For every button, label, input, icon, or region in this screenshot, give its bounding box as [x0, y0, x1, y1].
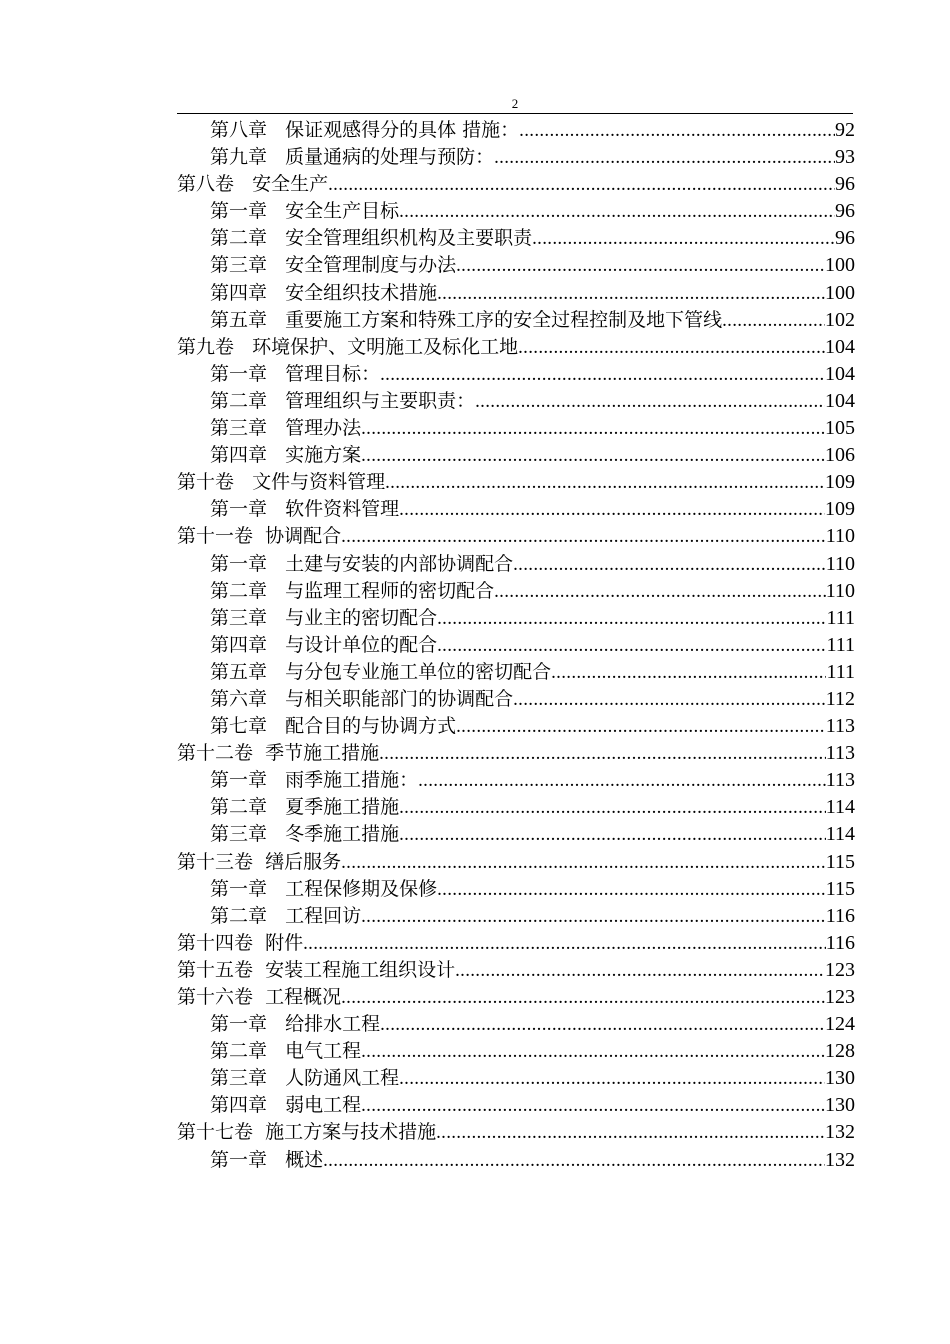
toc-chapter-entry[interactable] [177, 767, 855, 794]
toc-chapter-entry[interactable] [177, 876, 855, 903]
toc-entry-page-number: 109 [825, 498, 855, 521]
toc-entry-page-number: 100 [825, 254, 855, 277]
toc-entry-title: 第二章 管理组织与主要职责： [210, 389, 476, 412]
toc-dot-leader [513, 686, 826, 713]
toc-volume-entry[interactable] [177, 469, 855, 496]
toc-entry-page-number: 130 [825, 1094, 855, 1117]
toc-dot-leader [513, 551, 826, 578]
toc-dot-leader [399, 794, 826, 821]
toc-entry-page-number: 132 [825, 1148, 855, 1171]
toc-entry-page-number: 96 [835, 173, 855, 196]
toc-entry-title: 第一章 概述 [210, 1148, 324, 1171]
toc-entry-page-number: 113 [825, 742, 855, 765]
toc-entry-page-number: 92 [835, 119, 855, 141]
toc-chapter-entry[interactable] [177, 280, 855, 307]
toc-entry-page-number: 115 [825, 850, 855, 873]
toc-entry-page-number: 124 [825, 1013, 855, 1036]
toc-dot-leader [456, 252, 825, 279]
toc-dot-leader [341, 849, 826, 876]
toc-chapter-entry[interactable] [177, 821, 855, 848]
toc-entry-title: 第六章 与相关职能部门的协调配合 [210, 687, 514, 710]
toc-dot-leader [361, 415, 825, 442]
toc-entry-page-number: 104 [825, 389, 855, 412]
toc-entry-page-number: 110 [825, 525, 855, 548]
toc-entry-page-number: 128 [825, 1040, 855, 1063]
toc-dot-leader [328, 171, 835, 198]
toc-dot-leader [399, 821, 826, 848]
toc-dot-leader [399, 496, 825, 523]
toc-dot-leader [437, 632, 826, 659]
toc-entry-title: 第三章 冬季施工措施 [210, 823, 400, 846]
toc-dot-leader [385, 469, 825, 496]
toc-volume-entry[interactable] [177, 523, 855, 550]
toc-entry-page-number: 114 [825, 823, 855, 846]
toc-entry-page-number: 110 [825, 579, 855, 602]
toc-entry-page-number: 96 [835, 227, 855, 250]
toc-chapter-entry[interactable] [177, 551, 855, 578]
toc-entry-title: 第一章 雨季施工措施： [210, 769, 419, 792]
toc-entry-title: 第十二卷 季节施工措施 [177, 742, 380, 765]
toc-chapter-entry[interactable] [177, 713, 855, 740]
toc-dot-leader [494, 578, 826, 605]
toc-entry-page-number: 113 [825, 715, 855, 738]
toc-volume-entry[interactable] [177, 957, 855, 984]
toc-entry-page-number: 113 [825, 769, 855, 792]
toc-entry-page-number: 111 [826, 633, 855, 656]
toc-volume-entry[interactable] [177, 334, 855, 361]
toc-chapter-entry[interactable] [177, 252, 855, 279]
table-of-contents [177, 117, 855, 1174]
toc-dot-leader [519, 117, 835, 144]
toc-dot-leader [380, 1011, 825, 1038]
toc-entry-title: 第一章 土建与安装的内部协调配合 [210, 552, 514, 575]
header-rule [177, 113, 853, 114]
toc-chapter-entry[interactable] [177, 1092, 855, 1119]
toc-entry-title: 第一章 管理目标： [210, 362, 381, 385]
toc-chapter-entry[interactable] [177, 117, 855, 144]
toc-chapter-entry[interactable] [177, 1065, 855, 1092]
toc-dot-leader [399, 198, 835, 225]
toc-dot-leader [418, 767, 826, 794]
toc-dot-leader [361, 442, 825, 469]
toc-dot-leader [436, 1119, 825, 1146]
toc-entry-title: 第二章 与监理工程师的密切配合 [210, 579, 495, 602]
page-number: 2 [511, 96, 519, 111]
toc-dot-leader [722, 307, 825, 334]
toc-entry-title: 第十一卷 协调配合 [177, 525, 342, 548]
toc-dot-leader [341, 523, 826, 550]
toc-entry-page-number: 102 [825, 308, 855, 331]
toc-chapter-entry[interactable] [177, 361, 855, 388]
toc-entry-title: 第五章 与分包专业施工单位的密切配合 [210, 660, 552, 683]
toc-entry-page-number: 112 [825, 687, 855, 710]
toc-chapter-entry[interactable] [177, 632, 855, 659]
toc-entry-title: 第十卷 文件与资料管理 [177, 471, 386, 494]
toc-entry-title: 第四章 弱电工程 [210, 1094, 362, 1117]
toc-entry-page-number: 116 [825, 931, 855, 954]
toc-entry-page-number: 111 [826, 660, 855, 683]
toc-entry-page-number: 106 [825, 444, 855, 467]
toc-chapter-entry[interactable] [177, 307, 855, 334]
toc-entry-title: 第八章 保证观感得分的具体 措施： [210, 119, 520, 141]
toc-chapter-entry[interactable] [177, 794, 855, 821]
toc-entry-title: 第一章 给排水工程 [210, 1013, 381, 1036]
toc-entry-title: 第二章 安全管理组织机构及主要职责 [210, 227, 533, 250]
toc-dot-leader [379, 740, 826, 767]
toc-dot-leader [380, 361, 825, 388]
toc-dot-leader [455, 957, 825, 984]
toc-entry-title: 第十三卷 缮后服务 [177, 850, 342, 873]
toc-entry-page-number: 123 [825, 986, 855, 1008]
toc-dot-leader [437, 876, 826, 903]
toc-dot-leader [303, 930, 826, 957]
toc-dot-leader [361, 1092, 825, 1119]
toc-entry-title: 第五章 重要施工方案和特殊工序的安全过程控制及地下管线 [210, 308, 723, 331]
toc-entry-title: 第二章 夏季施工措施 [210, 796, 400, 819]
toc-chapter-entry[interactable] [177, 496, 855, 523]
toc-chapter-entry[interactable] [177, 415, 855, 442]
toc-dot-leader [494, 144, 835, 171]
toc-entry-title: 第三章 人防通风工程 [210, 1067, 400, 1090]
toc-volume-entry[interactable] [177, 740, 855, 767]
toc-entry-title: 第十五卷 安装工程施工组织设计 [177, 958, 456, 981]
toc-volume-entry[interactable] [177, 849, 855, 876]
toc-entry-title: 第四章 实施方案 [210, 444, 362, 467]
toc-entry-title: 第三章 管理办法 [210, 417, 362, 440]
toc-dot-leader [475, 388, 825, 415]
toc-dot-leader [456, 713, 826, 740]
toc-entry-title: 第二章 电气工程 [210, 1040, 362, 1063]
toc-entry-title: 第二章 工程回访 [210, 904, 362, 927]
toc-dot-leader [437, 280, 825, 307]
toc-entry-page-number: 130 [825, 1067, 855, 1090]
toc-chapter-entry[interactable] [177, 659, 855, 686]
toc-entry-title: 第十七卷 施工方案与技术措施 [177, 1121, 437, 1144]
toc-dot-leader [532, 225, 835, 252]
toc-volume-entry[interactable] [177, 171, 855, 198]
toc-chapter-entry[interactable] [177, 198, 855, 225]
toc-chapter-entry[interactable] [177, 225, 855, 252]
toc-dot-leader [323, 1147, 825, 1174]
toc-chapter-entry[interactable] [177, 1038, 855, 1065]
toc-chapter-entry[interactable] [177, 442, 855, 469]
toc-entry-page-number: 104 [825, 335, 855, 358]
toc-chapter-entry[interactable] [177, 686, 855, 713]
toc-dot-leader [437, 605, 826, 632]
toc-dot-leader [551, 659, 826, 686]
toc-chapter-entry[interactable] [177, 903, 855, 930]
toc-dot-leader [361, 903, 826, 930]
toc-chapter-entry[interactable] [177, 144, 855, 171]
toc-entry-page-number: 105 [825, 417, 855, 440]
toc-entry-page-number: 100 [825, 281, 855, 304]
toc-entry-page-number: 111 [826, 606, 855, 629]
toc-dot-leader [518, 334, 825, 361]
toc-entry-title: 第四章 安全组织技术措施 [210, 281, 438, 304]
toc-entry-title: 第一章 工程保修期及保修 [210, 877, 438, 900]
toc-entry-title: 第三章 与业主的密切配合 [210, 606, 438, 629]
toc-volume-entry[interactable] [177, 984, 855, 1011]
toc-entry-page-number: 114 [825, 796, 855, 819]
toc-chapter-entry[interactable] [177, 388, 855, 415]
toc-entry-title: 第十四卷 附件 [177, 931, 304, 954]
toc-entry-page-number: 116 [825, 904, 855, 927]
toc-entry-page-number: 96 [835, 200, 855, 223]
toc-volume-entry[interactable] [177, 1119, 855, 1146]
toc-chapter-entry[interactable] [177, 1147, 855, 1174]
toc-entry-page-number: 132 [825, 1121, 855, 1144]
toc-volume-entry[interactable] [177, 930, 855, 957]
toc-entry-title: 第四章 与设计单位的配合 [210, 633, 438, 656]
toc-entry-page-number: 123 [825, 958, 855, 981]
toc-entry-page-number: 93 [835, 146, 855, 169]
toc-entry-page-number: 104 [825, 362, 855, 385]
toc-entry-title: 第七章 配合目的与协调方式 [210, 715, 457, 738]
toc-entry-page-number: 109 [825, 471, 855, 494]
toc-entry-title: 第八卷 安全生产 [177, 173, 329, 196]
toc-entry-title: 第一章 软件资料管理 [210, 498, 400, 521]
toc-entry-title: 第九卷 环境保护、文明施工及标化工地 [177, 335, 519, 358]
toc-chapter-entry[interactable] [177, 578, 855, 605]
toc-entry-title: 第三章 安全管理制度与办法 [210, 254, 457, 277]
toc-dot-leader [361, 1038, 825, 1065]
toc-dot-leader [341, 984, 825, 1011]
toc-entry-title: 第九章 质量通病的处理与预防： [210, 146, 495, 169]
toc-entry-page-number: 110 [825, 552, 855, 575]
toc-entry-title: 第十六卷 工程概况 [177, 986, 342, 1008]
toc-dot-leader [399, 1065, 825, 1092]
toc-entry-title: 第一章 安全生产目标 [210, 200, 400, 223]
toc-chapter-entry[interactable] [177, 605, 855, 632]
toc-chapter-entry[interactable] [177, 1011, 855, 1038]
toc-entry-page-number: 115 [825, 877, 855, 900]
